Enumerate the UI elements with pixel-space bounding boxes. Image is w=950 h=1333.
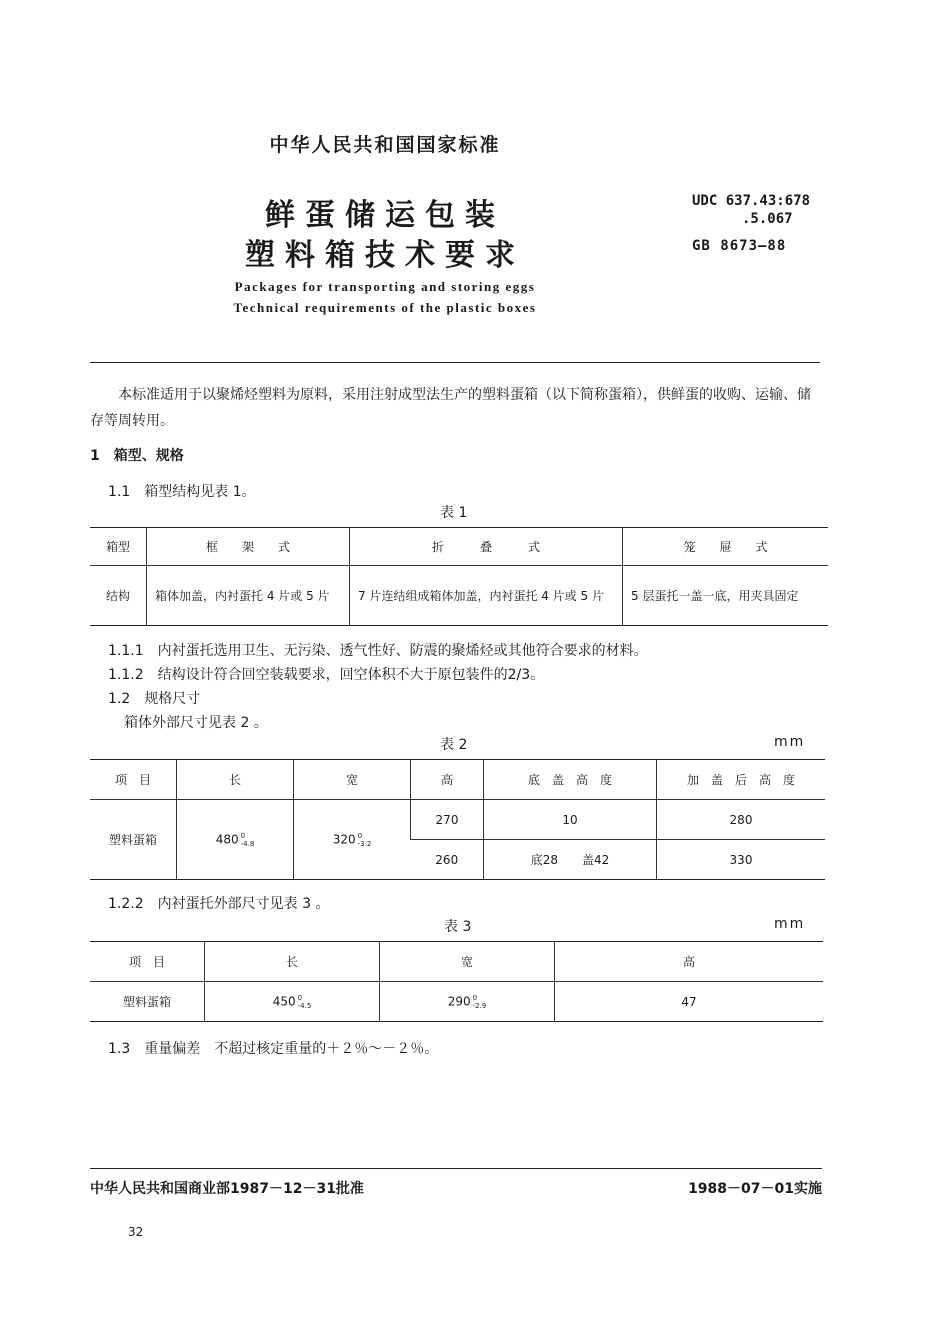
header-divider: [90, 362, 820, 363]
table2-header-item: 项 目: [114, 773, 151, 787]
section-1-3: 1.3 重量偏差 不超过核定重量的＋２％～－２％。: [108, 1041, 439, 1057]
table-3-caption: 表 3: [444, 919, 472, 935]
table3-width-cell: [380, 982, 555, 1022]
table2-bottom-lid-2: 底28 盖42: [484, 840, 657, 880]
table2-header-width: 宽: [294, 760, 411, 800]
udc-code: [692, 192, 810, 228]
section-1-1-1: 1.1.1 内衬蛋托选用卫生、无污染、透气性好、防震的聚烯烃或其他符合要求的材料。: [108, 643, 648, 659]
udc-line-2: .5.067: [742, 211, 793, 227]
table1-row-label: 结构: [105, 589, 130, 603]
table2-length-tol-upper: 0: [240, 831, 246, 840]
section-1-2-2: 1.2.2 内衬蛋托外部尺寸见表 3 。: [108, 896, 330, 912]
table3-length: 450: [272, 994, 296, 1008]
table2-height-1: 270: [411, 800, 484, 840]
table2-bottom-lid-1: 10: [484, 800, 657, 840]
table2-height-2: 260: [435, 852, 459, 867]
table-3: [90, 941, 823, 1022]
table2-width-cell: [294, 800, 411, 880]
table1-header-drawer: 笼 屉 式: [623, 528, 829, 566]
table1-header-type: 箱型: [105, 540, 130, 554]
table3-length-tolerance: [298, 994, 312, 1010]
section-1-2-text: 箱体外部尺寸见表 2 。: [124, 715, 268, 731]
table2-width-tol-upper: 0: [357, 831, 363, 840]
table2-width-tol-lower: -3.2: [357, 839, 372, 848]
table2-lidded-2: 330: [657, 840, 826, 880]
table2-width: 320: [332, 832, 356, 846]
table3-length-tol-upper: 0: [297, 993, 303, 1002]
table-1-caption: 表 1: [440, 505, 468, 521]
udc-line-1: UDC 637.43:678: [692, 193, 811, 209]
table-2: [90, 759, 825, 880]
title-line-1: 鲜蛋储运包装: [265, 198, 505, 233]
table-2-caption: 表 2: [440, 737, 468, 753]
footer-divider: [90, 1168, 822, 1169]
approval-text: 中华人民共和国商业部1987－12－31批准: [90, 1181, 364, 1197]
table3-header-item: 项 目: [128, 955, 165, 969]
table-1: [90, 527, 828, 626]
table2-header-bottom-lid: 底 盖 高 度: [484, 760, 657, 800]
table1-cell-drawer: 5 层蛋托一盖一底，用夹具固定: [623, 566, 829, 626]
section-1-1-2: 1.1.2 结构设计符合回空装载要求，回空体积不大于原包装件的2/3。: [108, 667, 545, 683]
table2-length: 480: [215, 832, 239, 846]
table3-width-tol-upper: 0: [472, 993, 478, 1002]
title-line-2: 塑料箱技术要求: [245, 238, 525, 273]
table2-lidded-1: 280: [657, 800, 826, 840]
table3-header-height: 高: [555, 942, 824, 982]
standard-header: 中华人民共和国国家标准: [269, 134, 501, 156]
table2-width-tolerance: [358, 832, 372, 848]
table3-length-tol-lower: -4.5: [297, 1001, 312, 1010]
table2-header-height: 高: [411, 760, 484, 800]
table3-width-tolerance: [473, 994, 487, 1010]
table-3-unit: mm: [774, 916, 806, 932]
table2-header-lidded: 加 盖 后 高 度: [657, 760, 826, 800]
page-number: 32: [128, 1225, 144, 1239]
table2-length-tol-lower: -4.8: [240, 839, 255, 848]
english-title-2: Technical requirements of the plastic boxes: [233, 300, 537, 315]
section-1-2: 1.2 规格尺寸: [108, 691, 201, 707]
gb-code: GB 8673—88: [692, 238, 787, 254]
table3-header-length: 长: [205, 942, 380, 982]
table3-row-label: 塑料蛋箱: [122, 995, 171, 1009]
table3-length-cell: [205, 982, 380, 1022]
table2-length-tolerance: [241, 832, 255, 848]
table3-height: 47: [555, 982, 824, 1022]
intro-paragraph: 本标准适用于以聚烯烃塑料为原料，采用注射成型法生产的塑料蛋箱（以下简称蛋箱），供鲜蛋的收购、运输、储存等周转用。: [90, 387, 811, 429]
table3-width: 290: [447, 994, 471, 1008]
table1-header-folding: 折 叠 式: [350, 528, 623, 566]
effective-date: 1988－07－01实施: [688, 1181, 822, 1197]
table2-length-cell: [177, 800, 294, 880]
table1-cell-folding: 7 片连结组成箱体加盖，内衬蛋托 4 片或 5 片: [350, 566, 623, 626]
table1-header-frame: 框 架 式: [147, 528, 350, 566]
english-title-1: Packages for transporting and storing eggs: [234, 279, 536, 294]
section-1-1: 1.1 箱型结构见表 1。: [108, 484, 256, 500]
table2-row-label: 塑料蛋箱: [108, 833, 157, 847]
table2-header-length: 长: [177, 760, 294, 800]
table3-header-width: 宽: [380, 942, 555, 982]
table-2-unit: mm: [774, 734, 806, 750]
table1-cell-frame: 箱体加盖，内衬蛋托 4 片或 5 片: [147, 566, 350, 626]
table3-width-tol-lower: -2.9: [472, 1001, 487, 1010]
section-1-heading: 1 箱型、规格: [90, 448, 184, 464]
